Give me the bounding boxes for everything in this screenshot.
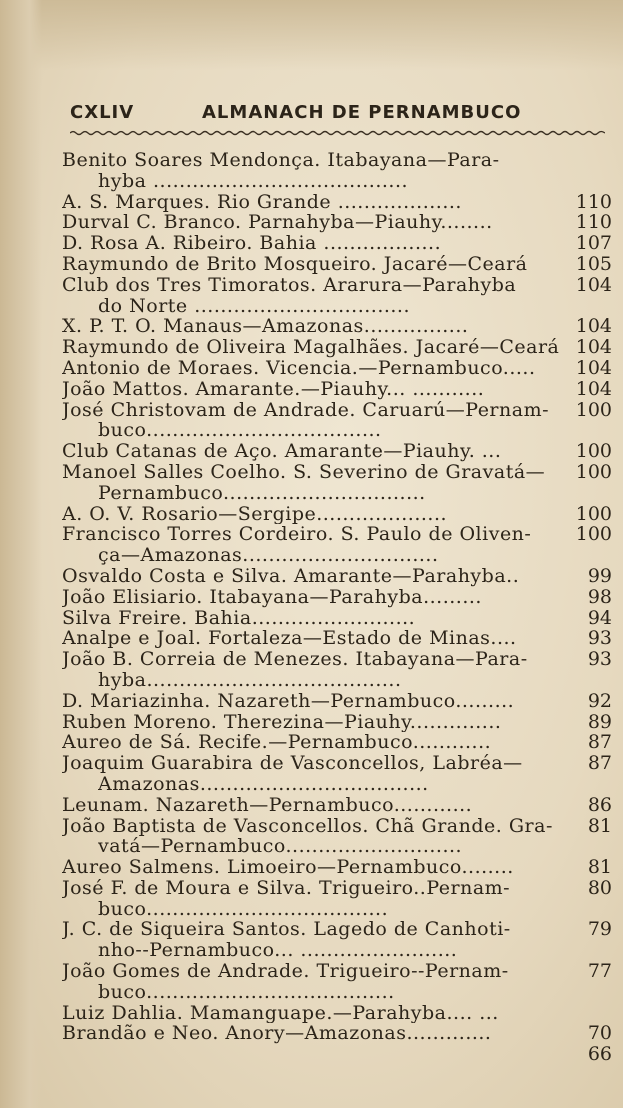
entry-text: D. Mariazinha. Nazareth—Pernambuco......... xyxy=(62,690,515,712)
entry-score: 104 xyxy=(575,336,612,359)
list-item xyxy=(62,483,612,504)
entry-score: 104 xyxy=(575,356,612,379)
entry-text: buco..................................... xyxy=(98,898,389,920)
list-item xyxy=(62,462,612,483)
entry-text: ça—Amazonas.............................. xyxy=(98,545,439,566)
entry-score: 66 xyxy=(587,1043,612,1066)
list-item xyxy=(62,961,612,982)
list-item xyxy=(62,919,612,940)
list-item xyxy=(62,587,612,608)
entry-text: Pernambuco............................... xyxy=(98,482,426,504)
entry-text: Osvaldo Costa e Silva. Amarante—Parahyba.. xyxy=(62,565,520,587)
entry-text: buco...................................... xyxy=(98,981,395,1003)
list-item xyxy=(62,420,612,441)
entry-text: Club Catanas de Aço. Amarante—Piauhy. ... xyxy=(62,441,502,462)
entry-score: 110 xyxy=(575,190,612,213)
list-item xyxy=(62,1023,612,1044)
entry-text: João Elisiario. Itabayana—Parahyba......... xyxy=(62,586,482,608)
list-item xyxy=(62,566,612,587)
list-item xyxy=(62,504,612,525)
entry-text: hyba ....................................... xyxy=(98,170,409,192)
entry-score: 110 xyxy=(575,211,612,234)
entry-text: Manoel Salles Coelho. S. Severino de Gravatá— xyxy=(62,461,546,483)
list-item xyxy=(62,379,612,400)
entry-score: 98 xyxy=(587,585,612,608)
entry-score: 70 xyxy=(587,1022,612,1045)
list-item xyxy=(62,732,612,753)
list-item xyxy=(62,358,612,379)
entry-score: 94 xyxy=(587,606,612,629)
list-item xyxy=(62,524,612,545)
entry-score: 104 xyxy=(575,273,612,296)
entry-text: D. Rosa A. Ribeiro. Bahia .................. xyxy=(62,233,442,254)
list-item xyxy=(62,212,612,233)
entry-text: Aureo Salmens. Limoeiro—Pernambuco........ xyxy=(62,857,514,878)
list-item xyxy=(62,816,612,837)
ranking-list xyxy=(62,150,612,1065)
entry-score: 100 xyxy=(575,440,612,463)
entry-text: nho--Pernambuco... ........................ xyxy=(98,940,458,962)
list-item xyxy=(62,545,612,566)
entry-text: Ruben Moreno. Therezina—Piauhy.............. xyxy=(62,711,502,733)
list-item xyxy=(62,1044,612,1065)
list-item xyxy=(62,337,612,358)
entry-text: Luiz Dahlia. Mamanguape.—Parahyba.... ... xyxy=(62,1002,499,1024)
entry-text: Club dos Tres Timoratos. Ararura—Parahyba xyxy=(62,274,517,296)
entry-score: 80 xyxy=(587,876,612,899)
page-spine-shadow xyxy=(0,0,42,1108)
entry-score: 104 xyxy=(575,315,612,338)
entry-score: 77 xyxy=(587,960,612,983)
entry-score: 93 xyxy=(587,648,612,671)
list-item xyxy=(62,795,612,816)
list-item xyxy=(62,441,612,462)
entry-text: Analpe e Joal. Fortaleza—Estado de Minas.... xyxy=(62,628,517,650)
entry-score: 100 xyxy=(575,398,612,421)
page-header xyxy=(70,102,590,132)
entry-score: 93 xyxy=(587,627,612,650)
entry-score: 104 xyxy=(575,377,612,400)
entry-text: vatá—Pernambuco........................... xyxy=(98,836,463,858)
entry-score: 100 xyxy=(575,523,612,546)
list-item xyxy=(62,150,612,171)
entry-text: hyba....................................... xyxy=(98,669,402,691)
entry-score: 107 xyxy=(575,232,612,255)
list-item xyxy=(62,296,612,317)
list-item xyxy=(62,878,612,899)
entry-text: José Christovam de Andrade. Caruarú—Pernam- xyxy=(62,399,550,421)
entry-text: Aureo de Sá. Recife.—Pernambuco............ xyxy=(62,732,492,754)
list-item xyxy=(62,982,612,1003)
list-item xyxy=(62,233,612,254)
header-wavy-rule xyxy=(70,130,605,136)
entry-text: João Mattos. Amarante.—Piauhy... ........... xyxy=(62,378,485,400)
entry-text: do Norte ................................. xyxy=(98,295,411,317)
entry-text: João Gomes de Andrade. Trigueiro--Pernam- xyxy=(62,961,509,982)
list-item xyxy=(62,712,612,733)
entry-score: 99 xyxy=(587,564,612,587)
entry-text: João Baptista de Vasconcellos. Chã Grande. Gra- xyxy=(62,815,553,837)
entry-text: Raymundo de Brito Mosqueiro. Jacaré—Ceará xyxy=(62,253,528,275)
entry-score: 81 xyxy=(587,814,612,837)
entry-score: 81 xyxy=(587,856,612,879)
entry-text: Francisco Torres Cordeiro. S. Paulo de Oliven- xyxy=(62,524,532,546)
entry-text: João B. Correia de Menezes. Itabayana—Para- xyxy=(62,649,528,670)
entry-score: 87 xyxy=(587,731,612,754)
list-item xyxy=(62,628,612,649)
list-item xyxy=(62,836,612,857)
entry-text: Antonio de Moraes. Vicencia.—Pernambuco..... xyxy=(62,357,536,379)
entry-text: buco.................................... xyxy=(98,420,382,442)
entry-text: X. P. T. O. Manaus—Amazonas................ xyxy=(62,316,469,338)
entry-text: Joaquim Guarabira de Vasconcellos, Labréa— xyxy=(62,753,523,774)
list-item xyxy=(62,254,612,275)
entry-text: Leunam. Nazareth—Pernambuco............ xyxy=(62,794,473,816)
page-top-shadow xyxy=(0,0,623,70)
list-item xyxy=(62,192,612,213)
entry-score: 79 xyxy=(587,918,612,941)
list-item xyxy=(62,691,612,712)
entry-text: Raymundo de Oliveira Magalhães. Jacaré—Ceará xyxy=(62,337,560,358)
list-item xyxy=(62,171,612,192)
entry-text: Benito Soares Mendonça. Itabayana—Para- xyxy=(62,150,500,171)
page-number: CXLIV xyxy=(70,102,135,123)
list-item xyxy=(62,774,612,795)
entry-score: 92 xyxy=(587,689,612,712)
entry-score: 87 xyxy=(587,752,612,775)
entry-text: Brandão e Neo. Anory—Amazonas............. xyxy=(62,1023,492,1045)
list-item xyxy=(62,649,612,670)
entry-text: Durval C. Branco. Parnahyba—Piauhy........ xyxy=(62,212,493,234)
list-item xyxy=(62,275,612,296)
entry-text: Silva Freire. Bahia......................... xyxy=(62,607,416,629)
entry-text: Amazonas................................... xyxy=(98,773,429,795)
entry-score: 100 xyxy=(575,460,612,483)
list-item xyxy=(62,670,612,691)
list-item xyxy=(62,899,612,920)
entry-text: J. C. de Siqueira Santos. Lagedo de Canhoti- xyxy=(62,919,511,941)
entry-score: 105 xyxy=(575,252,612,275)
entry-score: 100 xyxy=(575,502,612,525)
list-item xyxy=(62,753,612,774)
list-item xyxy=(62,608,612,629)
entry-text: A. O. V. Rosario—Sergipe.................... xyxy=(62,503,448,525)
page-title: ALMANACH DE PERNAMBUCO xyxy=(202,102,522,123)
list-item xyxy=(62,1003,612,1024)
entry-text: José F. de Moura e Silva. Trigueiro..Pernam- xyxy=(62,877,511,899)
entry-score: 86 xyxy=(587,793,612,816)
list-item xyxy=(62,316,612,337)
list-item xyxy=(62,940,612,961)
entry-score: 89 xyxy=(587,710,612,733)
entry-text: A. S. Marques. Rio Grande ................... xyxy=(62,191,462,213)
list-item xyxy=(62,857,612,878)
list-item xyxy=(62,400,612,421)
